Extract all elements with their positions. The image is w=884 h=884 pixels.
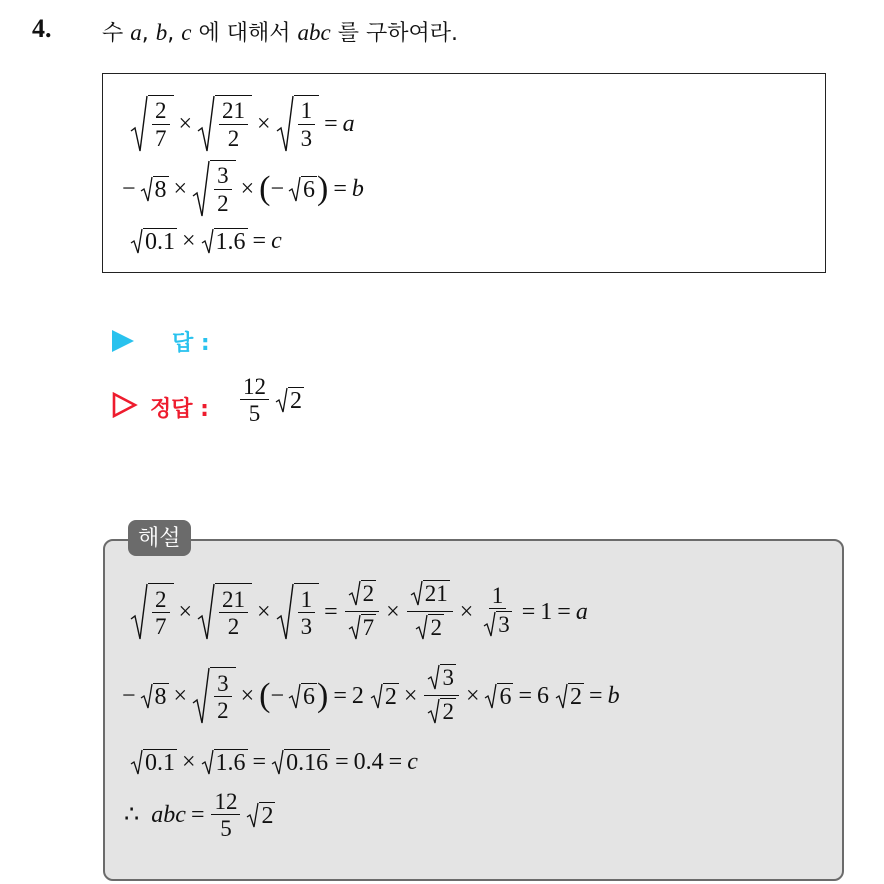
frac-num: 2 bbox=[152, 99, 170, 124]
sqrt bbox=[192, 160, 236, 218]
question-text bbox=[102, 16, 458, 47]
question-middle: 에 대해서 bbox=[198, 21, 291, 46]
radicand: 6 bbox=[499, 683, 512, 710]
frac-num: 3 bbox=[214, 164, 232, 189]
radicand: 2 bbox=[261, 802, 274, 829]
radicand: 6 bbox=[303, 683, 316, 710]
radicand: 2 bbox=[570, 683, 583, 710]
sqrt bbox=[348, 580, 377, 606]
frac-den: 3 bbox=[300, 125, 313, 151]
therefore-symbol: ∴ bbox=[124, 802, 140, 829]
problem-line-3: 0.1 × 1.6 = c bbox=[130, 228, 282, 254]
frac-den: 7 bbox=[155, 125, 167, 151]
rhs-b: b bbox=[607, 683, 620, 710]
radicand: 1.6 bbox=[215, 749, 246, 776]
value-one: 1 bbox=[540, 599, 553, 626]
sqrt bbox=[275, 387, 304, 413]
radicand: 2 bbox=[430, 615, 442, 641]
sqrt bbox=[410, 580, 450, 606]
value: 0.4 bbox=[353, 749, 384, 775]
frac-num: 12 bbox=[240, 375, 269, 400]
solution-line-2: − 8 × $\frac{3}{2}$ × ( − 6 ) = 2 2 × $\frac{3}{2}$ × 6 = 6 2 = b bbox=[122, 664, 620, 725]
var-a: a bbox=[130, 20, 142, 45]
radicand: 8 bbox=[154, 683, 167, 710]
radicand: 0.16 bbox=[286, 749, 329, 776]
rhs-a: a bbox=[575, 599, 588, 626]
frac-den: 7 bbox=[155, 613, 167, 639]
var-c: c bbox=[181, 20, 192, 45]
solution-tag: 해설 bbox=[128, 520, 191, 556]
sqrt bbox=[201, 749, 248, 775]
solution-line-3: 0.1 × 1.6 = 0.16 = 0.4 = c bbox=[130, 749, 418, 775]
sqrt bbox=[276, 583, 320, 641]
coefficient: 6 bbox=[537, 683, 550, 710]
var-b: b bbox=[155, 20, 168, 45]
solution-line-4: ∴ abc = $\frac{12}{5}$ 2 bbox=[124, 789, 274, 842]
answer-label: 답 : bbox=[172, 331, 210, 356]
sqrt bbox=[370, 683, 399, 709]
sep: , bbox=[167, 21, 175, 46]
question-suffix: 를 구하여라. bbox=[337, 21, 458, 46]
sqrt bbox=[130, 228, 177, 254]
radicand: 8 bbox=[154, 176, 167, 203]
sqrt bbox=[348, 614, 377, 640]
solution-line-1: $\frac{2}{7}$ × $\frac{21}{2}$ × $\frac{1}{3}$ = $\frac{2}{7}$ × $\frac{21}{2}$ × $\frac{1}{3}$ = 1 = a bbox=[130, 580, 588, 645]
frac-num: 2 bbox=[152, 588, 170, 613]
correct-answer-label: 정답 : bbox=[150, 397, 209, 422]
abc: abc bbox=[151, 802, 186, 829]
radicand: 3 bbox=[498, 611, 510, 637]
frac-num: 3 bbox=[214, 672, 232, 697]
frac-den: 3 bbox=[300, 613, 313, 639]
sqrt bbox=[140, 683, 169, 709]
question-prefix: 수 bbox=[102, 21, 124, 46]
correct-answer-value bbox=[238, 375, 304, 426]
sqrt bbox=[427, 664, 456, 690]
sqrt bbox=[288, 683, 317, 709]
radicand: 6 bbox=[303, 176, 316, 203]
frac-num: 21 bbox=[219, 588, 248, 613]
radicand: 2 bbox=[362, 580, 375, 606]
frac-den: 5 bbox=[220, 816, 232, 842]
frac-den: 2 bbox=[217, 697, 229, 723]
frac-den: 2 bbox=[217, 190, 229, 216]
sqrt bbox=[483, 611, 512, 637]
problem-line-1: $\frac{2}{7}$ × $\frac{21}{2}$ × $\frac{1}{3}$ = a bbox=[130, 95, 355, 153]
frac-num: 1 bbox=[298, 588, 316, 613]
rhs-b: b bbox=[351, 176, 364, 202]
sqrt bbox=[246, 802, 275, 828]
frac-num: 21 bbox=[219, 99, 248, 124]
radicand: 2 bbox=[290, 387, 302, 414]
radicand: 1.6 bbox=[215, 228, 246, 255]
problem-line-2: − 8 × $\frac{3}{2}$ × ( − 6 ) = b bbox=[122, 160, 364, 218]
frac-den: 2 bbox=[227, 613, 240, 639]
radicand: 0.1 bbox=[145, 228, 175, 255]
sqrt bbox=[197, 583, 252, 641]
frac-den: 5 bbox=[248, 401, 261, 427]
frac-num: 1 bbox=[489, 584, 507, 609]
sqrt bbox=[140, 176, 169, 202]
sqrt bbox=[201, 228, 248, 254]
sqrt bbox=[484, 683, 513, 709]
sqrt bbox=[197, 95, 252, 153]
sqrt bbox=[130, 95, 174, 153]
sqrt bbox=[130, 749, 177, 775]
sqrt bbox=[555, 683, 584, 709]
sqrt bbox=[192, 667, 236, 725]
answer-marker-icon bbox=[112, 330, 134, 352]
rhs-c: c bbox=[271, 228, 282, 254]
frac-den: 2 bbox=[227, 125, 240, 151]
radicand: 0.1 bbox=[145, 749, 175, 776]
sep: , bbox=[141, 21, 149, 46]
sqrt bbox=[288, 176, 317, 202]
coefficient: 2 bbox=[351, 683, 364, 710]
rhs-c: c bbox=[407, 749, 418, 775]
sqrt bbox=[427, 698, 456, 724]
frac-num: 1 bbox=[298, 99, 316, 124]
sqrt bbox=[415, 614, 444, 640]
sqrt bbox=[271, 749, 330, 775]
sqrt bbox=[130, 583, 174, 641]
radicand: 2 bbox=[384, 683, 397, 710]
rhs-a: a bbox=[342, 111, 355, 137]
radicand: 3 bbox=[442, 664, 454, 690]
question-number: 4. bbox=[32, 14, 52, 43]
var-abc: abc bbox=[297, 20, 331, 45]
correct-answer-marker-icon bbox=[112, 392, 138, 422]
frac-num: 12 bbox=[211, 790, 240, 815]
sqrt bbox=[276, 95, 320, 153]
radicand: 2 bbox=[442, 699, 454, 725]
radicand: 21 bbox=[424, 580, 448, 606]
radicand: 7 bbox=[362, 615, 375, 641]
